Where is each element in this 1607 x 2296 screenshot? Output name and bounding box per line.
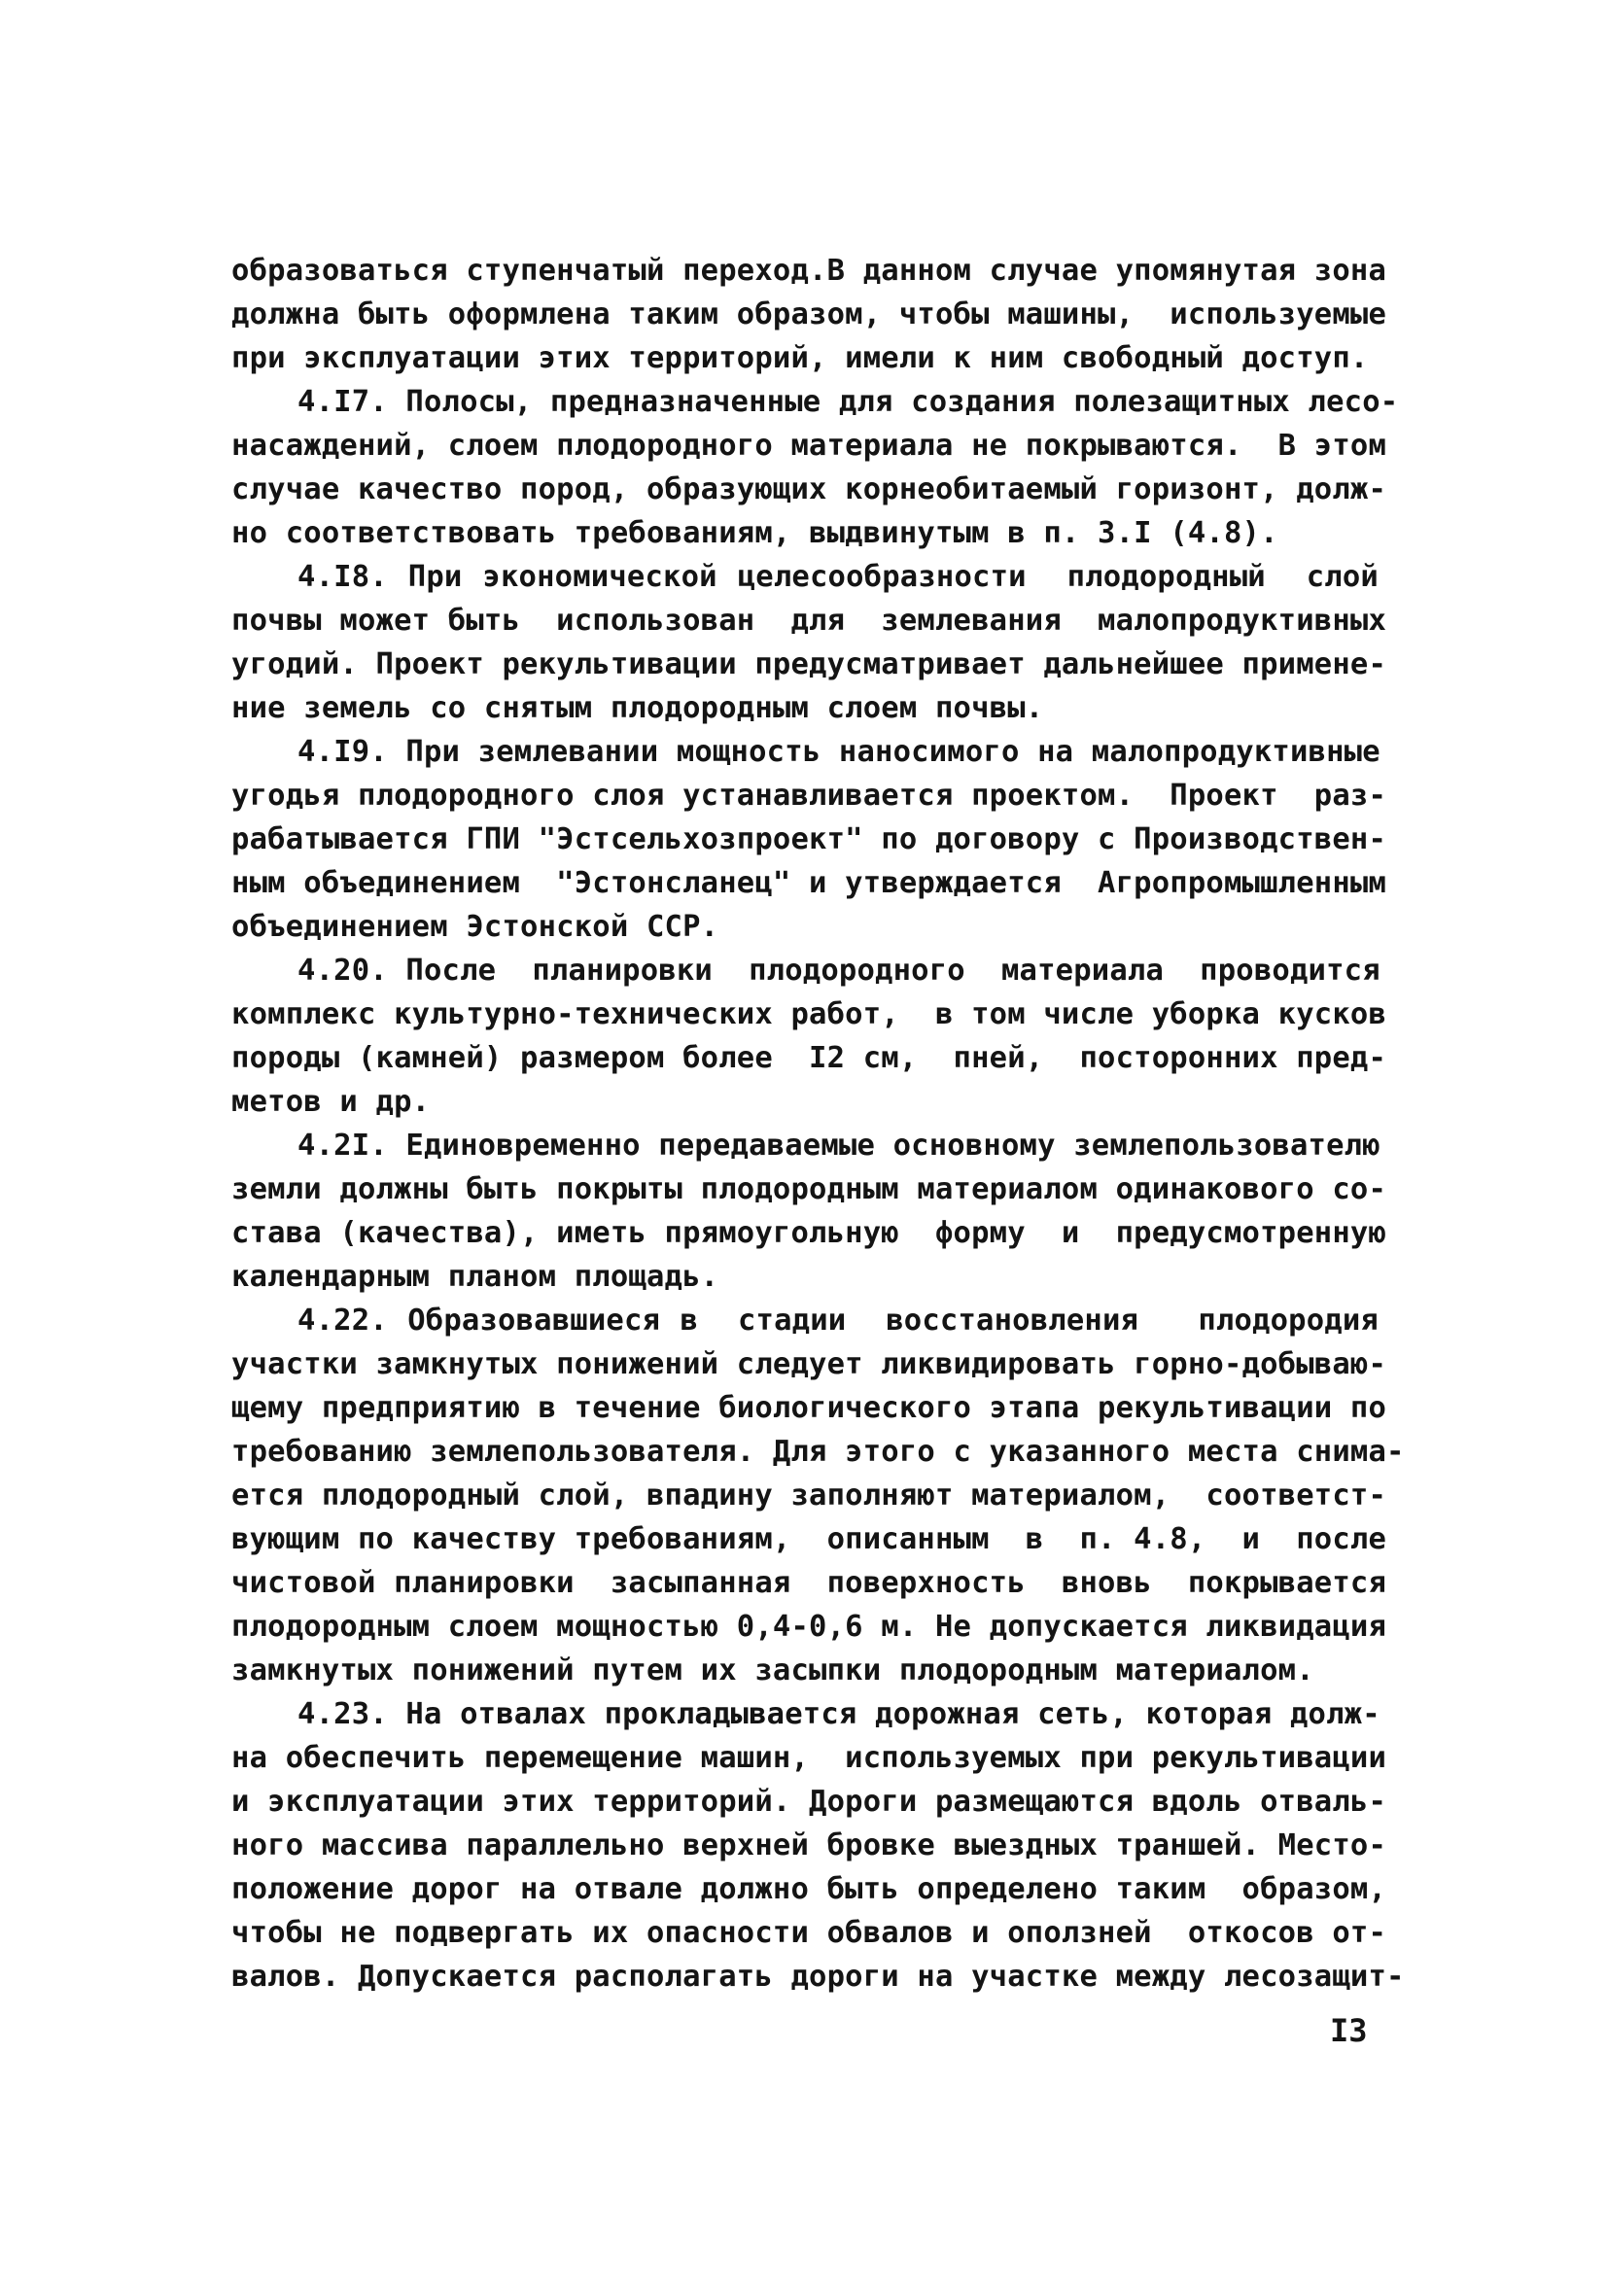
text-line: при эксплуатации этих территорий, имели к ним свободный доступ.	[231, 341, 1369, 375]
text-line: должна быть оформлена таким образом, чтобы машины, используемые	[231, 297, 1387, 331]
text-line: ного массива параллельно верхней бровке выездных траншей. Место-	[231, 1828, 1387, 1862]
text-line: ется плодородный слой, впадину заполняют материалом, соответст-	[231, 1478, 1387, 1513]
text-line: метов и др.	[231, 1085, 431, 1119]
text-line: но соответствовать требованиям, выдвинутым в п. 3.I (4.8).	[231, 516, 1278, 550]
text-line: объединением Эстонской ССР.	[231, 910, 719, 944]
text-line: случае качество пород, образующих корнеобитаемый горизонт, долж-	[231, 472, 1387, 506]
paragraph-start-4-20: 4.20. После планировки плодородного материала проводится	[297, 954, 1380, 988]
text-line: комплекс культурно-технических работ, в том числе уборка кусков	[231, 997, 1387, 1031]
paragraph-start-4-22: 4.22. Образовавшиеся в стадии восстановления плодородия	[297, 1304, 1379, 1338]
text-line: угодья плодородного слоя устанавливается проектом. Проект раз-	[231, 779, 1387, 813]
paragraph-start-4-17: 4.I7. Полосы, предназначенные для создания полезащитных лесо-	[297, 385, 1399, 419]
text-line: става (качества), иметь прямоугольную форму и предусмотренную	[231, 1216, 1387, 1250]
text-line: ным объединением "Эстонсланец" и утверждается Агропромышленным	[231, 866, 1387, 900]
text-line: плодородным слоем мощностью 0,4-0,6 м. Не допускается ликвидация	[231, 1610, 1387, 1644]
text-line: на обеспечить перемещение машин, используемых при рекультивации	[231, 1741, 1387, 1775]
text-line: валов. Допускается располагать дороги на участке между лесозащит-	[231, 1960, 1405, 1994]
text-line: породы (камней) размером более I2 см, пней, посторонних пред-	[231, 1041, 1387, 1075]
text-line: образоваться ступенчатый переход.В данном случае упомянутая зона	[231, 254, 1387, 288]
text-line: насаждений, слоем плодородного материала не покрываются. В этом	[231, 429, 1387, 463]
text-line: почвы может быть использован для землевания малопродуктивных	[231, 604, 1387, 638]
paragraph-start-4-18: 4.I8. При экономической целесообразности плодородный слой	[297, 560, 1379, 594]
page-number: I3	[1330, 2012, 1368, 2049]
text-line: угодий. Проект рекультивации предусматривает дальнейшее примене-	[231, 647, 1387, 681]
text-line: земли должны быть покрыты плодородным материалом одинакового со-	[231, 1172, 1387, 1206]
text-line: и эксплуатации этих территорий. Дороги размещаются вдоль отваль-	[231, 1785, 1387, 1819]
text-line: ние земель со снятым плодородным слоем почвы.	[231, 691, 1044, 725]
text-line: требованию землепользователя. Для этого с указанного места снима-	[231, 1435, 1405, 1469]
text-line: щему предприятию в течение биологического этапа рекультивации по	[231, 1391, 1387, 1425]
text-line: календарным планом площадь.	[231, 1260, 719, 1294]
text-line: участки замкнутых понижений следует ликвидировать горно-добываю-	[231, 1347, 1387, 1381]
paragraph-start-4-23: 4.23. На отвалах прокладывается дорожная сеть, которая долж-	[297, 1697, 1380, 1731]
paragraph-start-4-19: 4.I9. При землевании мощность наносимого на малопродуктивные	[297, 735, 1380, 769]
text-line: чистовой планировки засыпанная поверхность вновь покрывается	[231, 1566, 1387, 1600]
text-line: положение дорог на отвале должно быть определено таким образом,	[231, 1872, 1387, 1906]
text-line: чтобы не подвергать их опасности обвалов и оползней откосов от-	[231, 1916, 1387, 1950]
text-line: вующим по качеству требованиям, описанным в п. 4.8, и после	[231, 1522, 1387, 1556]
text-line: рабатывается ГПИ "Эстсельхозпроект" по договору с Производствен-	[231, 822, 1387, 856]
text-line: замкнутых понижений путем их засыпки плодородным материалом.	[231, 1653, 1314, 1687]
paragraph-start-4-21: 4.2I. Единовременно передаваемые основному землепользователю	[297, 1129, 1380, 1163]
